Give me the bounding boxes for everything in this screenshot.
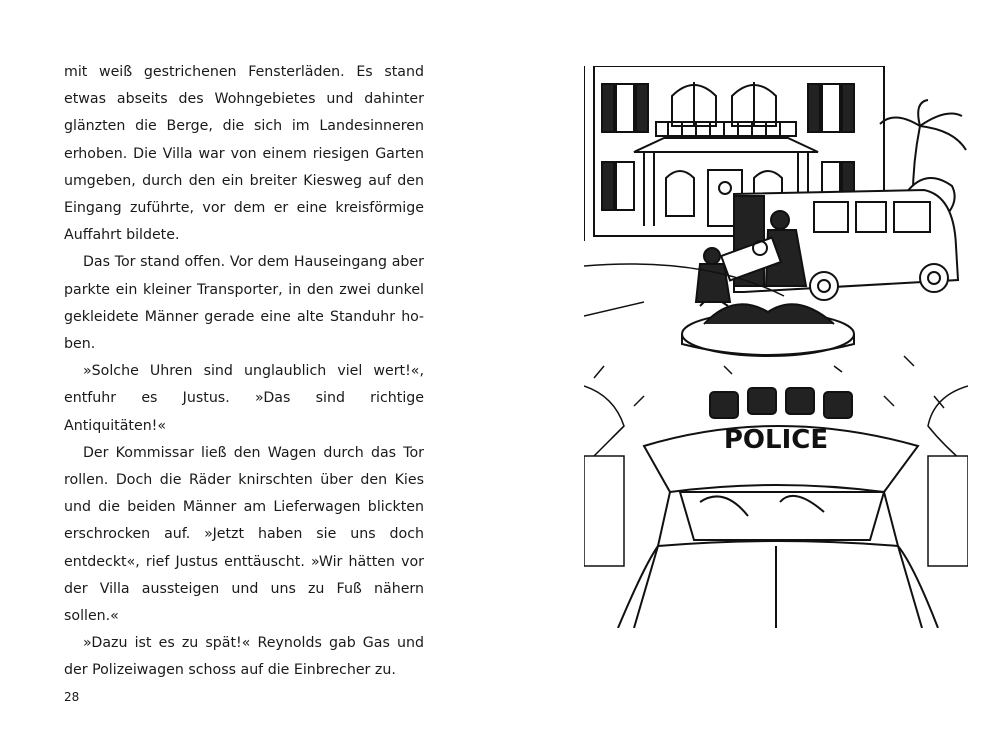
illustration-svg [584, 66, 968, 628]
body-text [64, 59, 424, 685]
paragraph-3: »Solche Uhren sind unglaublich viel wert!«, entfuhr es Justus. »Das sind richtige Antiquitäten!« [64, 363, 424, 434]
paragraph-4: Der Kommissar ließ den Wagen durch das Tor rollen. Doch die Räder knirschten über den Kies und die beiden Männer am Lieferwagen blickten erschrocken auf. »Jetzt haben sie uns doch entdeckt«, rief Justus enttäuscht. »Wir hätten vor der Villa aussteigen und uns zu Fuß nähern sollen.« [64, 444, 424, 625]
paragraph-2: Das Tor stand offen. Vor dem Hauseingang aber parkte ein kleiner Transporter, in den zwei dunkel gekleidete Männer gerade eine alte Standuhr hoben. [64, 254, 424, 353]
police-car-drawing [618, 388, 938, 628]
roundabout-drawing [682, 304, 854, 356]
paragraph-5: »Dazu ist es zu spät!« Reynolds gab Gas und der Polizeiwagen schoss auf die Einbrecher zu. [64, 635, 424, 679]
police-sign-text: POLICE [723, 425, 829, 455]
page-number: 28 [64, 690, 80, 704]
paragraph-1: mit weiß gestrichenen Fensterläden. Es stand etwas abseits des Wohngebietes und dahinter glänzten die Berge, die sich im Landesinneren erhoben. Die Villa war von einem riesigen Garten umgeben, durch den ein breiter Kiesweg auf den Eingang zuführte, vor dem er eine kreisförmige Auffahrt bildete. [64, 64, 424, 244]
illustration-villa-police-car [584, 66, 968, 628]
